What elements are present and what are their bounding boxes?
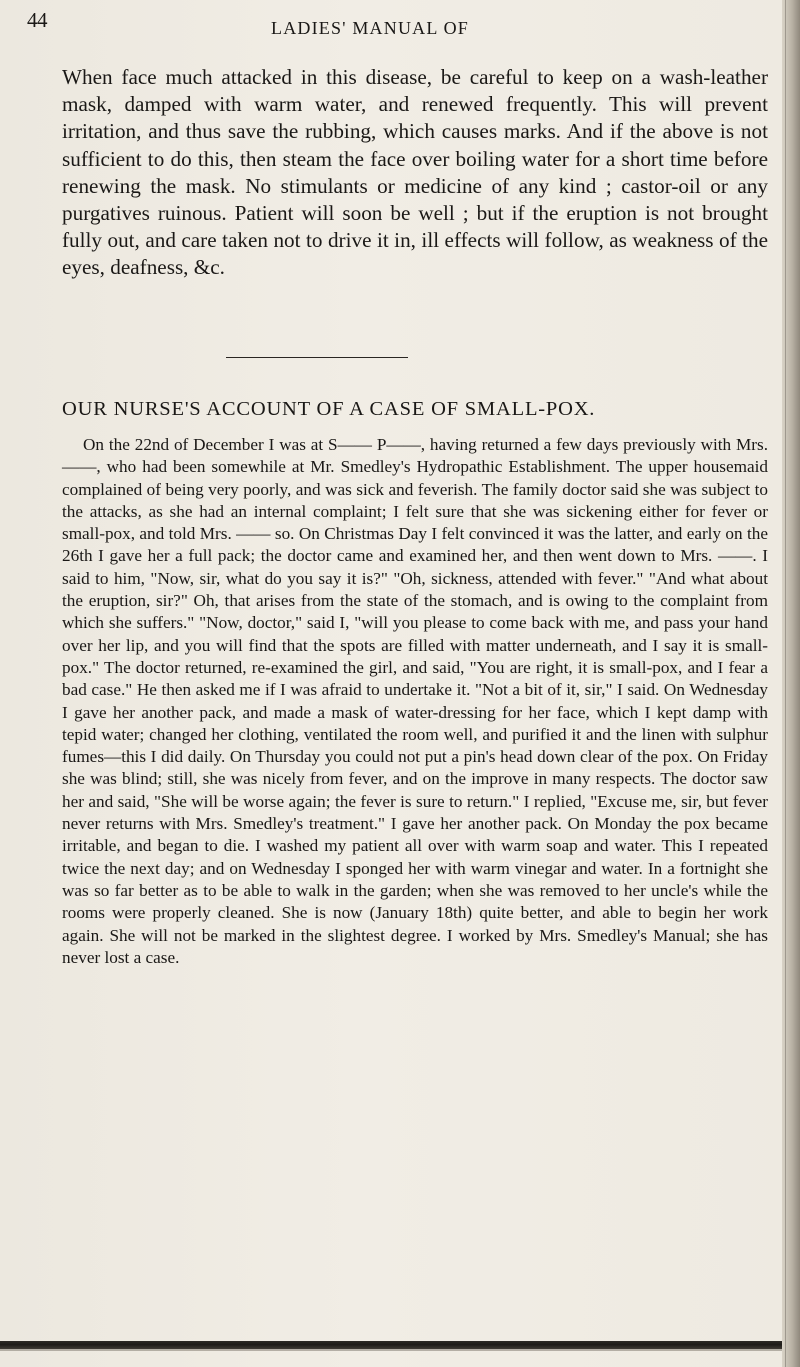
text-block-intro: [62, 64, 768, 282]
paragraph-mask-advice: When face much attacked in this disease, be careful to keep on a wash-leather mask, damped with warm water, and renewed frequently. This will prevent irritation, and thus save the rubbing, which causes marks. And if the above is not sufficient to do this, then steam the face over boiling water for a short time before renewing the mask. No stimulants or medicine of any kind ; castor-oil or any purgatives ruinous. Patient will soon be well ; but if the eruption is not brought fully out, and care taken not to drive it in, ill effects will follow, as weakness of the eyes, deafness, &c.: [62, 65, 768, 280]
paragraph-nurse-account: On the 22nd of December I was at S—— P——, having returned a few days previously with Mrs. ——, who had been somewhile at Mr. Smedley's Hydropathic Establishment. The upper housemaid complained of being very poorly, and was sick and feverish. The family doctor said she was subject to the attacks, as she had an internal complaint; I felt sure that she was sickening either for fever or small-pox, and told Mrs. —— so. On Christmas Day I felt convinced it was the latter, and early on the 26th I gave her a full pack; the doctor came and examined her, and then went down to Mrs. ——. I said to him, "Now, sir, what do you say it is?" "Oh, sickness, attended with fever." "And what about the eruption, sir?" Oh, that arises from the state of the stomach, and is owing to the complaint from which she suffers." "Now, doctor," said I, "will you please to come back with me, and pass your hand over her lip, and you will find that the spots are filled with matter underneath, and I say it is small-pox." The doctor returned, re-examined the girl, and said, "You are right, it is small-pox, and I fear a bad case." He then asked me if I was afraid to undertake it. "Not a bit of it, sir," I said. On Wednesday I gave her another pack, and made a mask of water-dressing for her face, which I kept damp with tepid water; changed her clothing, ventilated the room well, and purified it and the linen with sulphur fumes—this I did daily. On Thursday you could not put a pin's head down clear of the pox. On Friday she was blind; still, she was nicely from fever, and on the improve in many respects. The doctor saw her and said, "She will be worse again; the fever is sure to return." I replied, "Excuse me, sir, but fever never returns with Mrs. Smedley's treatment." I gave her another pack. On Monday the pox became irritable, and began to die. I washed my patient all over with warm soap and water. This I repeated twice the next day; and on Wednesday I sponged her with warm vinegar and water. In a fortnight she was so far better as to be able to walk in the garden; when she was removed to her uncle's while the rooms were properly cleaned. She is now (January 18th) quite better, and able to begin her work again. She will not be marked in the slightest degree. I worked by Mrs. Smedley's Manual; she has never lost a case.: [62, 435, 768, 967]
text-block-nurse-account: [62, 434, 768, 969]
running-head: LADIES' MANUAL OF: [271, 18, 469, 38]
section-title: OUR NURSE'S ACCOUNT OF A CASE OF SMALL-POX.: [62, 398, 596, 420]
page-number: 44: [27, 8, 47, 32]
section-divider: [226, 357, 408, 358]
page-right-edge: [782, 0, 800, 1367]
page-bottom-edge: [0, 1341, 782, 1349]
